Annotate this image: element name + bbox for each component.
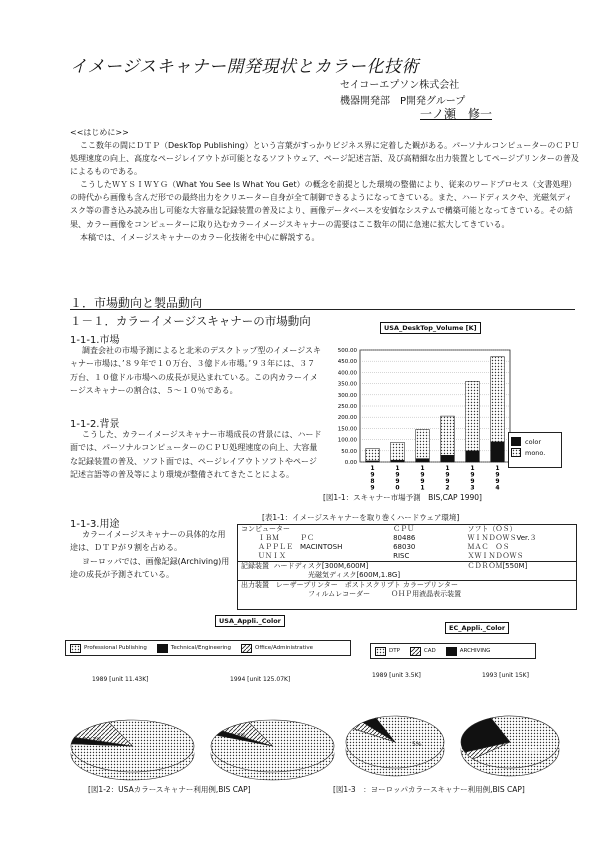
bar-color <box>441 455 455 462</box>
x-tick-label: 9 <box>370 471 375 479</box>
x-tick-label: 1 <box>470 465 475 472</box>
y-tick-label: 150.00 <box>337 426 357 433</box>
legend-swatch-color <box>511 437 521 446</box>
author <box>420 105 492 122</box>
s111-heading: 1-1-1.市場 <box>70 335 120 346</box>
s111-body <box>70 344 322 398</box>
intro-heading: <<はじめに>> <box>70 128 129 137</box>
s112-body <box>70 428 322 482</box>
x-tick-label: 1 <box>495 465 500 472</box>
legend-item <box>241 644 313 653</box>
s112-heading: 1-1-2.背景 <box>70 419 120 430</box>
table-cell <box>238 581 576 591</box>
y-tick-label: 100.00 <box>337 437 357 444</box>
y-tick-label: 250.00 <box>337 404 357 410</box>
table-cell: ＭＡＣ ＯＳ <box>467 543 510 551</box>
x-tick-label: 9 <box>495 471 500 479</box>
table-cell: フィルムレコーダー ＯＨＰ用液晶表示装置 <box>308 590 462 598</box>
pie-data-label: 25% <box>525 747 539 754</box>
bar-mono <box>391 442 405 460</box>
x-tick-label: 9 <box>420 478 425 485</box>
x-tick-label: 0 <box>395 484 400 492</box>
table-caption: [表1-1：イメージスキャナーを取り巻くハードウェア環境] <box>262 513 460 522</box>
ec-chart-title: EC_Appli._Color <box>445 622 509 634</box>
x-tick-label: 9 <box>495 478 500 485</box>
legend-label: Technical/Engineering <box>170 645 232 651</box>
legend-item-mono <box>511 448 559 457</box>
table-row <box>238 571 576 581</box>
table-cell: ＣＤＲＯＭ[550M] <box>467 562 528 570</box>
x-tick-label: 9 <box>470 471 475 479</box>
bar-color <box>466 451 480 462</box>
legend-label: Professional Publishing <box>84 645 147 651</box>
table-header: コンピューター <box>241 525 290 533</box>
bar-mono <box>366 449 380 461</box>
x-tick-label: 1 <box>370 465 375 472</box>
s113-text1: カラーイメージスキャナーの具体的な用途は、ＤＴＰが９割を占める。 <box>70 530 226 553</box>
s113-body <box>70 528 230 582</box>
legend-label: Office/Administrative <box>255 645 313 651</box>
pie-chart-ec-1993 <box>455 708 565 788</box>
subsection-heading: １－１．カラーイメージスキャナーの市場動向 <box>70 314 311 328</box>
pie-chart-usa-1989 <box>65 712 200 792</box>
x-tick-label: 9 <box>395 478 400 485</box>
table-cell <box>238 562 390 572</box>
x-tick-label: 1 <box>420 484 425 492</box>
y-tick-label: 400.00 <box>337 370 357 377</box>
x-tick-label: 9 <box>370 484 375 492</box>
row-label: 記録装置 <box>241 562 269 570</box>
department: 機器開発部 P開発グループ <box>340 96 466 107</box>
s113-heading: 1-1-3.用途 <box>70 519 120 530</box>
x-tick-label: 1 <box>420 465 425 472</box>
intro-paragraph: 本稿では、イメージスキャナーのカラー化技術を中心に解説する。 <box>80 232 320 242</box>
table-cell: 68030 <box>393 543 416 551</box>
y-tick-label: 0.00 <box>344 460 357 466</box>
ec-legend <box>370 643 536 659</box>
bar-color <box>391 460 405 462</box>
table-row <box>238 543 576 552</box>
legend-label: CAD <box>423 648 436 654</box>
table-cell: RISC <box>393 552 410 560</box>
legend-item <box>410 647 436 656</box>
table-header-row <box>238 525 576 534</box>
x-tick-label: 1 <box>445 465 450 472</box>
y-tick-label: 500.00 <box>337 348 357 354</box>
bar-mono <box>416 430 430 459</box>
table-header: ＣＰＵ <box>393 525 415 533</box>
bar-chart-legend <box>508 432 562 468</box>
legend-item <box>157 644 231 653</box>
legend-swatch-mono <box>511 448 521 457</box>
legend-item <box>70 644 147 653</box>
pie-label: 1989 [unit 3.5K] <box>372 672 421 679</box>
bar-mono <box>491 357 505 442</box>
figure-caption: [図1-3 ：ヨーロッパカラースキャナー利用例,BIS CAP] <box>333 785 525 794</box>
x-tick-label: 9 <box>470 478 475 485</box>
x-tick-label: 9 <box>445 478 450 485</box>
x-tick-label: 9 <box>395 471 400 479</box>
pie-chart-ec-1989 <box>340 708 450 788</box>
table-row <box>238 581 576 591</box>
page-title: イメージスキャナー開発現状とカラー化技術 <box>70 57 419 77</box>
pie-label: 1994 [unit 125.07K] <box>230 676 291 683</box>
table-row <box>238 590 576 599</box>
x-tick-label: 2 <box>445 484 450 492</box>
table-row <box>238 562 576 572</box>
table-cell: ＡＰＰＬＥ MACINTOSH <box>258 543 343 551</box>
pie-chart-usa-1994 <box>205 712 340 792</box>
figure-caption: [図1-2：USAカラースキャナー利用例,BIS CAP] <box>88 785 251 794</box>
pie-data-label: 88.2% <box>227 733 247 740</box>
table-value: レーザープリンター ポストスクリプト カラープリンター <box>275 581 459 589</box>
legend-label: ARCHIVING <box>459 648 491 654</box>
s111-text: 調査会社の市場予測によると北米のデスクトップ型のイメージスキャナー市場は、’８９年で１０万台、３億ドル市場。’９３年には、３７万台、１０億ドル市場への成長が見込まれている。この内カラーイメージスキャナーの割合は、５～１０％である。 <box>70 346 321 396</box>
usa-legend <box>65 640 351 656</box>
x-tick-label: 8 <box>370 478 375 485</box>
pie-data-label: 5% <box>412 741 422 748</box>
author-name: 一ノ瀬 修一 <box>420 107 493 121</box>
bar-chart <box>320 338 530 498</box>
legend-label: mono. <box>525 448 546 457</box>
table-cell: ＩＢＭ ＰＣ <box>258 534 314 542</box>
company-name: セイコーエプソン株式会社 <box>340 80 460 91</box>
bar-chart-title: USA_DeskTop_Volume [K] <box>380 322 481 334</box>
intro-paragraph: こうしたＷＹＳＩＷＹＧ（What You See Is What You Get）の概念を前提とした環境の整備により、従来のワードプロセス（文書処理）の時代から画像も含んだ形での最終出力をクリエーター自身が全て制御できるようになってきている。また、ハードディスクや、光磁気ディスク等の書き込み読み出し可能な大容量な記録装置の普及により、画像データベースを安価なシステムで構築可能となってきている。その結果、カラー画像をコンピューターに取り込むカラーイメージスキャナーの需要はここ数年の間に急速に拡大してきている。 <box>70 180 577 229</box>
table-row <box>238 552 576 562</box>
bar-color <box>416 459 430 462</box>
row-label: 出力装置 <box>241 581 269 589</box>
table-value: ハードディスク[300M,600M] <box>273 562 369 570</box>
y-tick-label: 450.00 <box>337 359 357 366</box>
x-tick-label: 9 <box>445 471 450 479</box>
legend-label: color <box>525 437 542 446</box>
y-tick-label: 300.00 <box>337 392 357 399</box>
s113-text2: ヨーロッパでは、画像記録(Archiving)用途の成長が予測されている。 <box>70 556 230 580</box>
pie-label: 1993 [unit 15K] <box>482 672 529 679</box>
table-row <box>238 534 576 543</box>
hardware-table <box>237 524 577 610</box>
legend-item-color <box>511 437 559 446</box>
table-cell: ＵＮＩＸ <box>258 552 286 560</box>
section-divider <box>70 309 575 310</box>
figure-caption: [図1-1：スキャナー市場予測 BIS,CAP 1990] <box>323 493 482 502</box>
pie-label: 1989 [unit 11.43K] <box>92 676 149 683</box>
x-tick-label: 9 <box>420 471 425 479</box>
pie-data-label: 82.7% <box>83 737 103 744</box>
y-tick-label: 50.00 <box>341 448 357 455</box>
bar-color <box>491 442 505 462</box>
bar-mono <box>441 416 455 455</box>
legend-item <box>446 647 491 656</box>
table-cell: 光磁気ディスク[600M,1.8G] <box>308 571 401 579</box>
bar-mono <box>466 381 480 450</box>
table-cell: ＸＷＩＮＤＯＷＳ <box>467 552 524 560</box>
x-tick-label: 3 <box>470 484 475 492</box>
table-cell: 80486 <box>393 534 416 542</box>
y-tick-label: 200.00 <box>337 415 357 422</box>
y-tick-label: 350.00 <box>337 381 357 388</box>
section-heading: １．市場動向と製品動向 <box>70 296 203 310</box>
table-header: ソフト（ＯＳ） <box>467 525 517 533</box>
usa-chart-title: USA_Appli._Color <box>215 615 285 627</box>
intro-body <box>70 139 580 244</box>
s112-text: こうした、カラーイメージスキャナー市場成長の背景には、ハード面では、パーソナルコンピューターのＣＰＵ処理速度の向上、大容量な記録装置の普及、ソフト面では、ページレイアウトソフトやページ記述言語等の普及等により環境が整備されてきたことによる。 <box>70 430 322 480</box>
x-tick-label: 1 <box>395 465 400 472</box>
legend-item <box>375 647 400 656</box>
legend-label: DTP <box>389 648 400 654</box>
intro-paragraph: ここ数年の間にＤＴＰ（DeskTop Publishing）という言葉がすっかりビジネス界に定着した観がある。パーソナルコンピューターのＣＰＵ処理速度の向上、高度なページレイアウトが可能となるソフトウェア、ページ記述言語、及び高精細な出力装置としてページプリンターの普及によるものである。 <box>70 141 580 177</box>
table-cell: ＷＩＮＤＯＷＳVer.３ <box>467 534 537 542</box>
x-tick-label: 4 <box>495 484 500 492</box>
